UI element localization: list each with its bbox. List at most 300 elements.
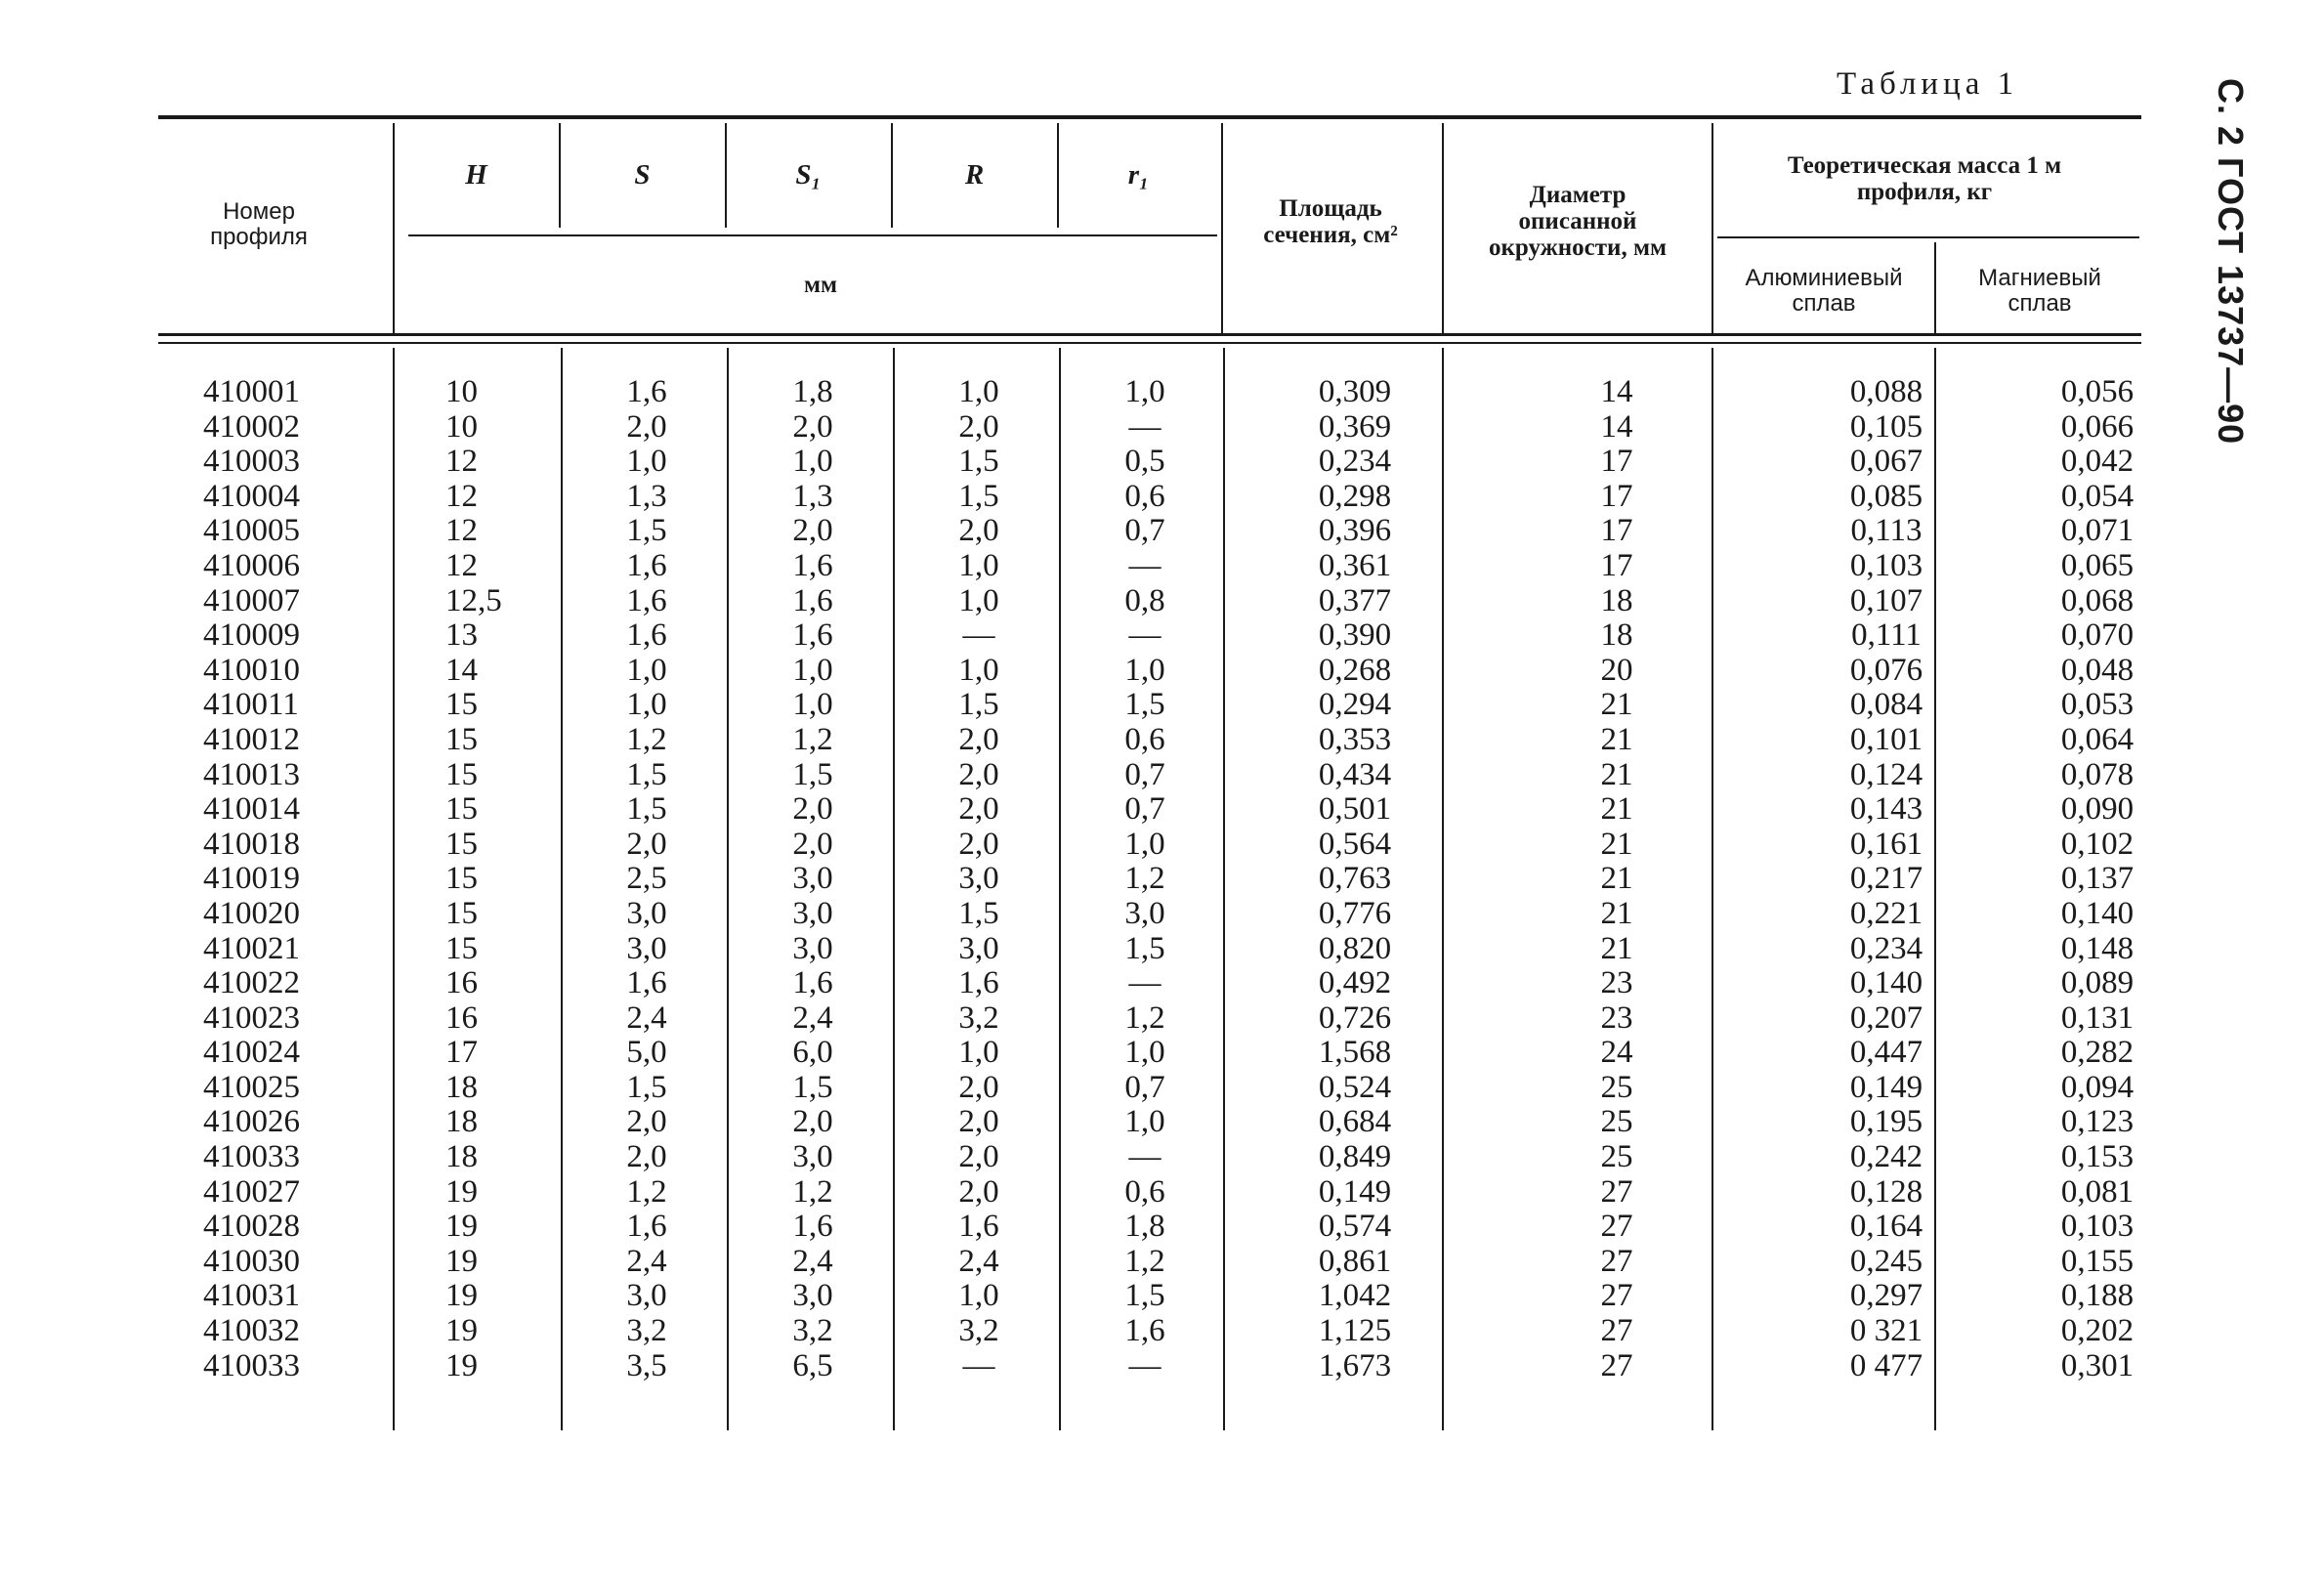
h-cell: 18 <box>445 1069 478 1105</box>
profile-number-cell: 410025 <box>203 1069 300 1105</box>
table-row <box>158 758 2141 793</box>
r-cell: 1,6 <box>958 965 999 1001</box>
header-aluminum: Алюминиевый сплав <box>1745 265 1903 317</box>
area-cell: 1,125 <box>1318 1313 1392 1349</box>
header-h: H <box>465 159 487 191</box>
r-cell: 3,0 <box>958 861 999 897</box>
h-cell: 15 <box>445 687 478 723</box>
diameter-cell: 21 <box>1600 791 1633 828</box>
s1-cell: 1,5 <box>792 756 833 792</box>
area-cell: 0,776 <box>1318 895 1392 931</box>
header-r1: r₁ <box>1127 159 1150 191</box>
r-cell: 2,4 <box>958 1243 999 1279</box>
s-cell: 1,6 <box>626 965 667 1001</box>
s-cell: 3,2 <box>626 1313 667 1349</box>
r1-cell: 1,8 <box>1124 1209 1165 1245</box>
table-row <box>158 792 2141 828</box>
profile-number-cell: 410012 <box>203 721 300 757</box>
magnesium-mass-cell: 0,153 <box>2060 1139 2134 1175</box>
profile-number-cell: 410021 <box>203 930 300 966</box>
r-cell: 1,5 <box>958 895 999 931</box>
area-cell: 1,042 <box>1318 1278 1392 1314</box>
table-row <box>158 445 2141 480</box>
magnesium-mass-cell: 0,065 <box>2060 547 2134 583</box>
h-cell: 16 <box>445 965 478 1001</box>
h-cell: 19 <box>445 1347 478 1383</box>
table-row <box>158 862 2141 897</box>
r-cell: 1,0 <box>958 1035 999 1071</box>
table-row <box>158 1001 2141 1037</box>
s-cell: 1,6 <box>626 1209 667 1245</box>
area-cell: 0,492 <box>1318 965 1392 1001</box>
diameter-cell: 20 <box>1600 652 1633 688</box>
h-cell: 18 <box>445 1139 478 1175</box>
diameter-cell: 27 <box>1600 1173 1633 1210</box>
h-cell: 12,5 <box>445 582 502 618</box>
area-cell: 0,377 <box>1318 582 1392 618</box>
table-row <box>158 549 2141 584</box>
table-body <box>158 375 2141 1383</box>
magnesium-mass-cell: 0,078 <box>2060 756 2134 792</box>
profile-number-cell: 410013 <box>203 756 300 792</box>
profile-number-cell: 410005 <box>203 513 300 549</box>
r-cell: 2,0 <box>958 1069 999 1105</box>
s-cell: 2,5 <box>626 861 667 897</box>
area-cell: 0,524 <box>1318 1069 1392 1105</box>
profile-number-cell: 410030 <box>203 1243 300 1279</box>
s-cell: 1,6 <box>626 374 667 409</box>
r1-cell: — <box>1128 617 1162 654</box>
s1-cell: 1,6 <box>792 617 833 654</box>
profile-number-cell: 410002 <box>203 408 300 445</box>
magnesium-mass-cell: 0,103 <box>2060 1209 2134 1245</box>
area-cell: 0,361 <box>1318 547 1392 583</box>
header-mm: мм <box>803 272 838 298</box>
magnesium-mass-cell: 0,094 <box>2060 1069 2134 1105</box>
header-vline-6 <box>1221 123 1223 333</box>
r1-cell: — <box>1128 965 1162 1001</box>
r1-cell: 0,7 <box>1124 1069 1165 1105</box>
diameter-cell: 23 <box>1600 965 1633 1001</box>
diameter-cell: 27 <box>1600 1278 1633 1314</box>
s1-cell: 2,4 <box>792 1243 833 1279</box>
h-cell: 18 <box>445 1104 478 1140</box>
diameter-cell: 25 <box>1600 1104 1633 1140</box>
r-cell: 1,0 <box>958 582 999 618</box>
h-cell: 10 <box>445 408 478 445</box>
h-cell: 14 <box>445 652 478 688</box>
aluminum-mass-cell: 0,447 <box>1849 1035 1923 1071</box>
r-cell: 2,0 <box>958 1104 999 1140</box>
table-row <box>158 828 2141 863</box>
diameter-cell: 25 <box>1600 1139 1633 1175</box>
s1-cell: 3,0 <box>792 1139 833 1175</box>
profile-number-cell: 410024 <box>203 1035 300 1071</box>
r1-cell: 0,8 <box>1124 582 1165 618</box>
table-row <box>158 932 2141 967</box>
s1-cell: 2,0 <box>792 513 833 549</box>
s1-cell: 3,0 <box>792 930 833 966</box>
aluminum-mass-cell: 0,113 <box>1850 513 1923 549</box>
r1-cell: 1,0 <box>1124 1104 1165 1140</box>
h-cell: 12 <box>445 513 478 549</box>
profile-number-cell: 410009 <box>203 617 300 654</box>
r-cell: 2,0 <box>958 791 999 828</box>
s-cell: 3,5 <box>626 1347 667 1383</box>
aluminum-mass-cell: 0,242 <box>1849 1139 1923 1175</box>
area-cell: 0,390 <box>1318 617 1392 654</box>
r1-cell: 1,0 <box>1124 826 1165 862</box>
header-vline-4 <box>891 123 893 228</box>
s-cell: 1,0 <box>626 652 667 688</box>
aluminum-mass-cell: 0,111 <box>1851 617 1922 654</box>
s-cell: 1,5 <box>626 513 667 549</box>
aluminum-mass-cell: 0,076 <box>1849 652 1923 688</box>
area-cell: 1,568 <box>1318 1035 1392 1071</box>
s1-cell: 1,0 <box>792 687 833 723</box>
aluminum-mass-cell: 0,161 <box>1849 826 1923 862</box>
area-cell: 0,501 <box>1318 791 1392 828</box>
diameter-cell: 21 <box>1600 826 1633 862</box>
aluminum-mass-cell: 0,245 <box>1849 1243 1923 1279</box>
header-area: Площадь сечения, см² <box>1263 195 1398 248</box>
table-row <box>158 1071 2141 1106</box>
r1-cell: — <box>1128 1139 1162 1175</box>
header-bottom-rule <box>158 333 2141 336</box>
r-cell: 1,6 <box>958 1209 999 1245</box>
profile-number-cell: 410033 <box>203 1347 300 1383</box>
diameter-cell: 17 <box>1600 547 1633 583</box>
r-cell: 2,0 <box>958 721 999 757</box>
magnesium-mass-cell: 0,102 <box>2060 826 2134 862</box>
s-cell: 5,0 <box>626 1035 667 1071</box>
area-cell: 0,564 <box>1318 826 1392 862</box>
s-cell: 3,0 <box>626 930 667 966</box>
s-cell: 1,0 <box>626 687 667 723</box>
profile-number-cell: 410032 <box>203 1313 300 1349</box>
s1-cell: 1,2 <box>792 1173 833 1210</box>
r1-cell: 1,5 <box>1124 687 1165 723</box>
r-cell: 2,0 <box>958 826 999 862</box>
r1-cell: 1,5 <box>1124 1278 1165 1314</box>
diameter-cell: 21 <box>1600 930 1633 966</box>
diameter-cell: 25 <box>1600 1069 1633 1105</box>
h-cell: 19 <box>445 1173 478 1210</box>
r-cell: 1,0 <box>958 1278 999 1314</box>
magnesium-mass-cell: 0,188 <box>2060 1278 2134 1314</box>
area-cell: 0,396 <box>1318 513 1392 549</box>
aluminum-mass-cell: 0,143 <box>1849 791 1923 828</box>
h-cell: 15 <box>445 826 478 862</box>
s-cell: 1,3 <box>626 478 667 514</box>
table-row <box>158 1314 2141 1349</box>
r-cell: — <box>962 1347 995 1383</box>
diameter-cell: 21 <box>1600 861 1633 897</box>
table-row <box>158 966 2141 1001</box>
s-cell: 2,0 <box>626 1104 667 1140</box>
header-vline-3 <box>725 123 727 228</box>
s-cell: 2,4 <box>626 1243 667 1279</box>
table-row <box>158 1245 2141 1280</box>
aluminum-mass-cell: 0,297 <box>1849 1278 1923 1314</box>
diameter-cell: 17 <box>1600 513 1633 549</box>
h-cell: 16 <box>445 999 478 1036</box>
table-row <box>158 1036 2141 1071</box>
s-cell: 2,0 <box>626 408 667 445</box>
table-row <box>158 1140 2141 1175</box>
table-row <box>158 618 2141 654</box>
area-cell: 0,849 <box>1318 1139 1392 1175</box>
aluminum-mass-cell: 0,084 <box>1849 687 1923 723</box>
aluminum-mass-cell: 0,221 <box>1849 895 1923 931</box>
profile-number-cell: 410006 <box>203 547 300 583</box>
r1-cell: 0,7 <box>1124 756 1165 792</box>
s-cell: 3,0 <box>626 895 667 931</box>
r1-cell: 0,6 <box>1124 478 1165 514</box>
magnesium-mass-cell: 0,048 <box>2060 652 2134 688</box>
profile-number-cell: 410027 <box>203 1173 300 1210</box>
magnesium-mass-cell: 0,056 <box>2060 374 2134 409</box>
magnesium-mass-cell: 0,282 <box>2060 1035 2134 1071</box>
subheader-rule <box>408 234 1217 236</box>
mass-subheader-rule <box>1717 236 2139 238</box>
s1-cell: 3,0 <box>792 1278 833 1314</box>
area-cell: 0,298 <box>1318 478 1392 514</box>
s-cell: 3,0 <box>626 1278 667 1314</box>
profile-number-cell: 410014 <box>203 791 300 828</box>
s1-cell: 1,5 <box>792 1069 833 1105</box>
aluminum-mass-cell: 0,149 <box>1849 1069 1923 1105</box>
r-cell: 1,0 <box>958 547 999 583</box>
r-cell: 3,0 <box>958 930 999 966</box>
header-s: S <box>634 159 651 191</box>
header-bottom-rule-2 <box>158 342 2141 344</box>
header-mass: Теоретическая масса 1 м профиля, кг <box>1787 152 2062 205</box>
s1-cell: 1,8 <box>792 374 833 409</box>
s1-cell: 2,4 <box>792 999 833 1036</box>
table-row <box>158 1105 2141 1140</box>
profile-number-cell: 410033 <box>203 1139 300 1175</box>
header-profile-number: Номер профиля <box>210 198 308 250</box>
area-cell: 0,574 <box>1318 1209 1392 1245</box>
r-cell: — <box>962 617 995 654</box>
diameter-cell: 23 <box>1600 999 1633 1036</box>
table-row <box>158 897 2141 932</box>
s-cell: 1,6 <box>626 617 667 654</box>
s1-cell: 2,0 <box>792 826 833 862</box>
r-cell: 1,0 <box>958 652 999 688</box>
table-row <box>158 410 2141 446</box>
h-cell: 12 <box>445 444 478 480</box>
header-r: R <box>964 159 985 191</box>
magnesium-mass-cell: 0,081 <box>2060 1173 2134 1210</box>
h-cell: 10 <box>445 374 478 409</box>
h-cell: 19 <box>445 1313 478 1349</box>
area-cell: 0,268 <box>1318 652 1392 688</box>
h-cell: 19 <box>445 1209 478 1245</box>
header-vline-5 <box>1057 123 1059 228</box>
r-cell: 2,0 <box>958 756 999 792</box>
s1-cell: 6,5 <box>792 1347 833 1383</box>
header-diameter: Диаметр описанной окружности, мм <box>1488 182 1668 261</box>
table-row <box>158 1279 2141 1314</box>
profile-number-cell: 410028 <box>203 1209 300 1245</box>
diameter-cell: 21 <box>1600 687 1633 723</box>
profile-number-cell: 410031 <box>203 1278 300 1314</box>
diameter-cell: 27 <box>1600 1243 1633 1279</box>
s1-cell: 1,6 <box>792 547 833 583</box>
magnesium-mass-cell: 0,064 <box>2060 721 2134 757</box>
profile-number-cell: 410001 <box>203 374 300 409</box>
area-cell: 1,673 <box>1318 1347 1392 1383</box>
h-cell: 19 <box>445 1243 478 1279</box>
s-cell: 1,0 <box>626 444 667 480</box>
profile-number-cell: 410003 <box>203 444 300 480</box>
area-cell: 0,294 <box>1318 687 1392 723</box>
profile-number-cell: 410018 <box>203 826 300 862</box>
header-s1: S₁ <box>795 159 822 191</box>
area-cell: 0,353 <box>1318 721 1392 757</box>
table-top-rule <box>158 115 2141 119</box>
s1-cell: 2,0 <box>792 791 833 828</box>
s-cell: 1,6 <box>626 582 667 618</box>
s1-cell: 3,0 <box>792 861 833 897</box>
area-cell: 0,820 <box>1318 930 1392 966</box>
area-cell: 0,309 <box>1318 374 1392 409</box>
r1-cell: 0,6 <box>1124 1173 1165 1210</box>
r-cell: 2,0 <box>958 408 999 445</box>
header-vline-2 <box>559 123 561 228</box>
r-cell: 1,5 <box>958 687 999 723</box>
profile-number-cell: 410020 <box>203 895 300 931</box>
s1-cell: 3,0 <box>792 895 833 931</box>
area-cell: 0,861 <box>1318 1243 1392 1279</box>
header-vline-1 <box>393 123 395 333</box>
r1-cell: — <box>1128 547 1162 583</box>
r1-cell: 0,5 <box>1124 444 1165 480</box>
r-cell: 1,5 <box>958 444 999 480</box>
aluminum-mass-cell: 0,067 <box>1849 444 1923 480</box>
aluminum-mass-cell: 0,217 <box>1849 861 1923 897</box>
r1-cell: 0,7 <box>1124 513 1165 549</box>
s-cell: 1,2 <box>626 1173 667 1210</box>
diameter-cell: 14 <box>1600 374 1633 409</box>
aluminum-mass-cell: 0,085 <box>1849 478 1923 514</box>
s-cell: 2,0 <box>626 826 667 862</box>
r-cell: 1,5 <box>958 478 999 514</box>
header-vline-7 <box>1442 123 1444 333</box>
s-cell: 2,4 <box>626 999 667 1036</box>
table-row <box>158 375 2141 410</box>
aluminum-mass-cell: 0,128 <box>1849 1173 1923 1210</box>
r1-cell: 0,6 <box>1124 721 1165 757</box>
r1-cell: 1,2 <box>1124 999 1165 1036</box>
s1-cell: 2,0 <box>792 1104 833 1140</box>
aluminum-mass-cell: 0,234 <box>1849 930 1923 966</box>
s1-cell: 1,0 <box>792 444 833 480</box>
profile-number-cell: 410007 <box>203 582 300 618</box>
diameter-cell: 14 <box>1600 408 1633 445</box>
aluminum-mass-cell: 0,088 <box>1849 374 1923 409</box>
s-cell: 1,5 <box>626 1069 667 1105</box>
table-row <box>158 688 2141 723</box>
table-row <box>158 723 2141 758</box>
area-cell: 0,434 <box>1318 756 1392 792</box>
r-cell: 2,0 <box>958 513 999 549</box>
r1-cell: 1,2 <box>1124 1243 1165 1279</box>
h-cell: 13 <box>445 617 478 654</box>
magnesium-mass-cell: 0,068 <box>2060 582 2134 618</box>
table-caption: Таблица 1 <box>1837 66 2019 102</box>
area-cell: 0,684 <box>1318 1104 1392 1140</box>
aluminum-mass-cell: 0,195 <box>1849 1104 1923 1140</box>
profile-number-cell: 410004 <box>203 478 300 514</box>
magnesium-mass-cell: 0,301 <box>2060 1347 2134 1383</box>
area-cell: 0,369 <box>1318 408 1392 445</box>
magnesium-mass-cell: 0,140 <box>2060 895 2134 931</box>
diameter-cell: 27 <box>1600 1209 1633 1245</box>
h-cell: 12 <box>445 547 478 583</box>
h-cell: 15 <box>445 895 478 931</box>
magnesium-mass-cell: 0,071 <box>2060 513 2134 549</box>
s1-cell: 6,0 <box>792 1035 833 1071</box>
r1-cell: — <box>1128 1347 1162 1383</box>
profile-number-cell: 410019 <box>203 861 300 897</box>
aluminum-mass-cell: 0,140 <box>1849 965 1923 1001</box>
magnesium-mass-cell: 0,131 <box>2060 999 2134 1036</box>
diameter-cell: 21 <box>1600 756 1633 792</box>
area-cell: 0,763 <box>1318 861 1392 897</box>
r1-cell: 1,0 <box>1124 652 1165 688</box>
profile-number-cell: 410023 <box>203 999 300 1036</box>
area-cell: 0,234 <box>1318 444 1392 480</box>
header-vline-8 <box>1711 123 1713 333</box>
s1-cell: 1,2 <box>792 721 833 757</box>
aluminum-mass-cell: 0,105 <box>1849 408 1923 445</box>
diameter-cell: 17 <box>1600 478 1633 514</box>
magnesium-mass-cell: 0,089 <box>2060 965 2134 1001</box>
r1-cell: 1,2 <box>1124 861 1165 897</box>
aluminum-mass-cell: 0,164 <box>1849 1209 1923 1245</box>
r-cell: 3,2 <box>958 1313 999 1349</box>
s1-cell: 3,2 <box>792 1313 833 1349</box>
area-cell: 0,726 <box>1318 999 1392 1036</box>
r-cell: 1,0 <box>958 374 999 409</box>
area-cell: 0,149 <box>1318 1173 1392 1210</box>
aluminum-mass-cell: 0,107 <box>1849 582 1923 618</box>
header-vline-9 <box>1934 242 1936 333</box>
r-cell: 3,2 <box>958 999 999 1036</box>
aluminum-mass-cell: 0 321 <box>1849 1313 1923 1349</box>
magnesium-mass-cell: 0,155 <box>2060 1243 2134 1279</box>
aluminum-mass-cell: 0 477 <box>1849 1347 1923 1383</box>
table-row <box>158 1175 2141 1211</box>
s1-cell: 1,3 <box>792 478 833 514</box>
s-cell: 1,6 <box>626 547 667 583</box>
magnesium-mass-cell: 0,054 <box>2060 478 2134 514</box>
header-magnesium: Магниевый сплав <box>1978 265 2101 317</box>
profile-number-cell: 410011 <box>203 687 299 723</box>
diameter-cell: 27 <box>1600 1313 1633 1349</box>
profile-number-cell: 410010 <box>203 652 300 688</box>
magnesium-mass-cell: 0,042 <box>2060 444 2134 480</box>
s1-cell: 2,0 <box>792 408 833 445</box>
aluminum-mass-cell: 0,103 <box>1849 547 1923 583</box>
table-row <box>158 514 2141 549</box>
h-cell: 19 <box>445 1278 478 1314</box>
magnesium-mass-cell: 0,137 <box>2060 861 2134 897</box>
table-row <box>158 654 2141 689</box>
